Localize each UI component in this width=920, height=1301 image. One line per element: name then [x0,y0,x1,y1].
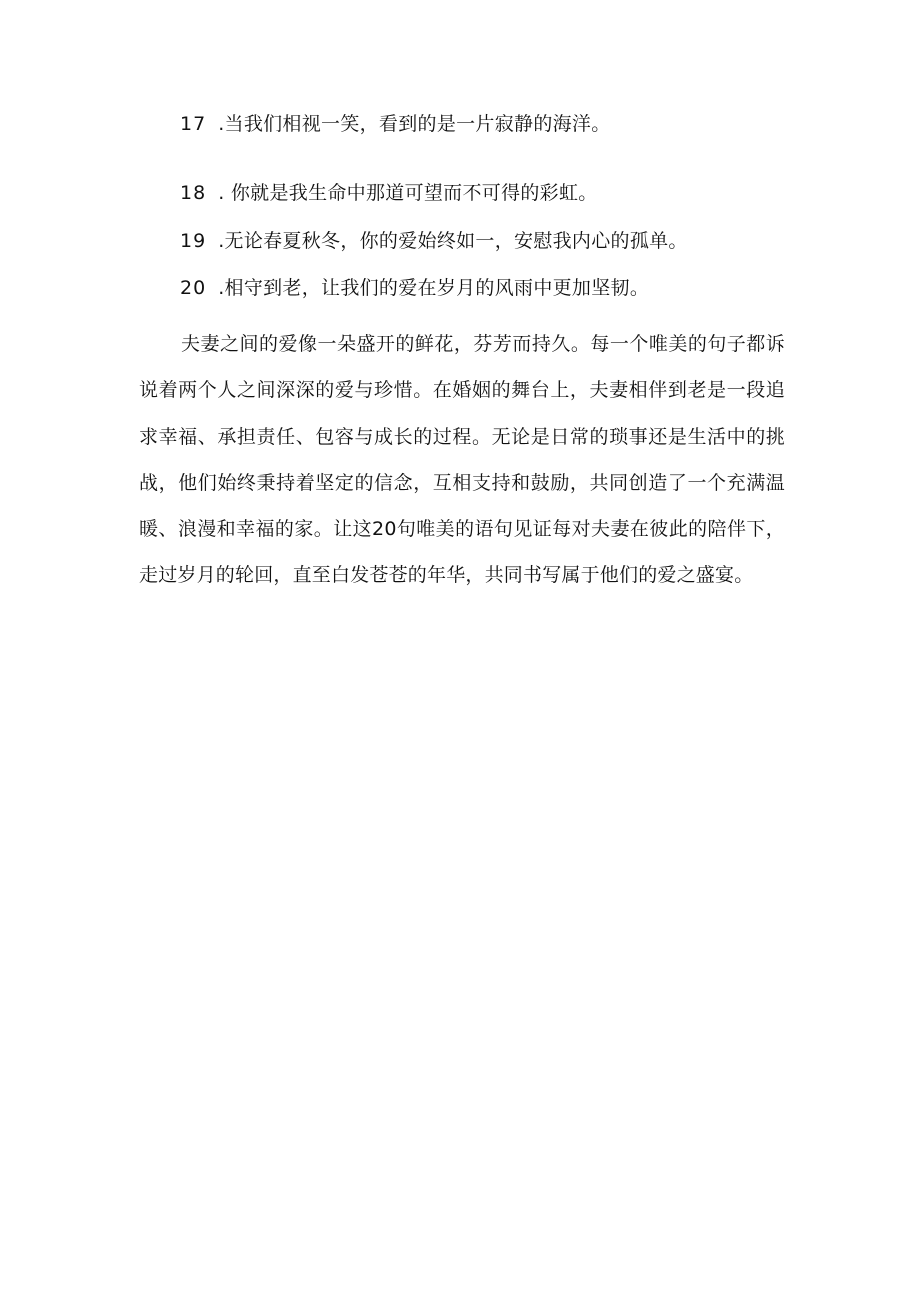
list-item-number: 17 [180,113,207,135]
list-item-text: .无论春夏秋冬，你的爱始终如一，安慰我内心的孤单。 [218,230,688,252]
list-item-text: . 你就是我生命中那道可望而不可得的彩虹。 [218,182,598,204]
list-item-18 [180,181,598,205]
list-item-text: .当我们相视一笑，看到的是一片寂静的海洋。 [218,113,611,135]
list-item-text: .相守到老，让我们的爱在岁月的风雨中更加坚韧。 [218,277,650,299]
list-item-20 [180,276,649,300]
list-item-17 [180,112,611,136]
list-item-number: 20 [180,277,207,299]
list-item-number: 19 [180,230,207,252]
summary-paragraph: 夫妻之间的爱像一朵盛开的鲜花，芬芳而持久。每一个唯美的句子都诉说着两个人之间深深的爱与珍惜。在婚姻的舞台上，夫妻相伴到老是一段追求幸福、承担责任、包容与成长的过程。无论是日常的琐事还是生活中的挑战，他们始终秉持着坚定的信念，互相支持和鼓励，共同创造了一个充满温暖、浪漫和幸福的家。让这20句唯美的语句见证每对夫妻在彼此的陪伴下，走过岁月的轮回，直至白发苍苍的年华，共同书写属于他们的爱之盛宴。 [139,333,785,587]
list-item-19 [180,229,688,253]
list-item-number: 18 [180,182,207,204]
